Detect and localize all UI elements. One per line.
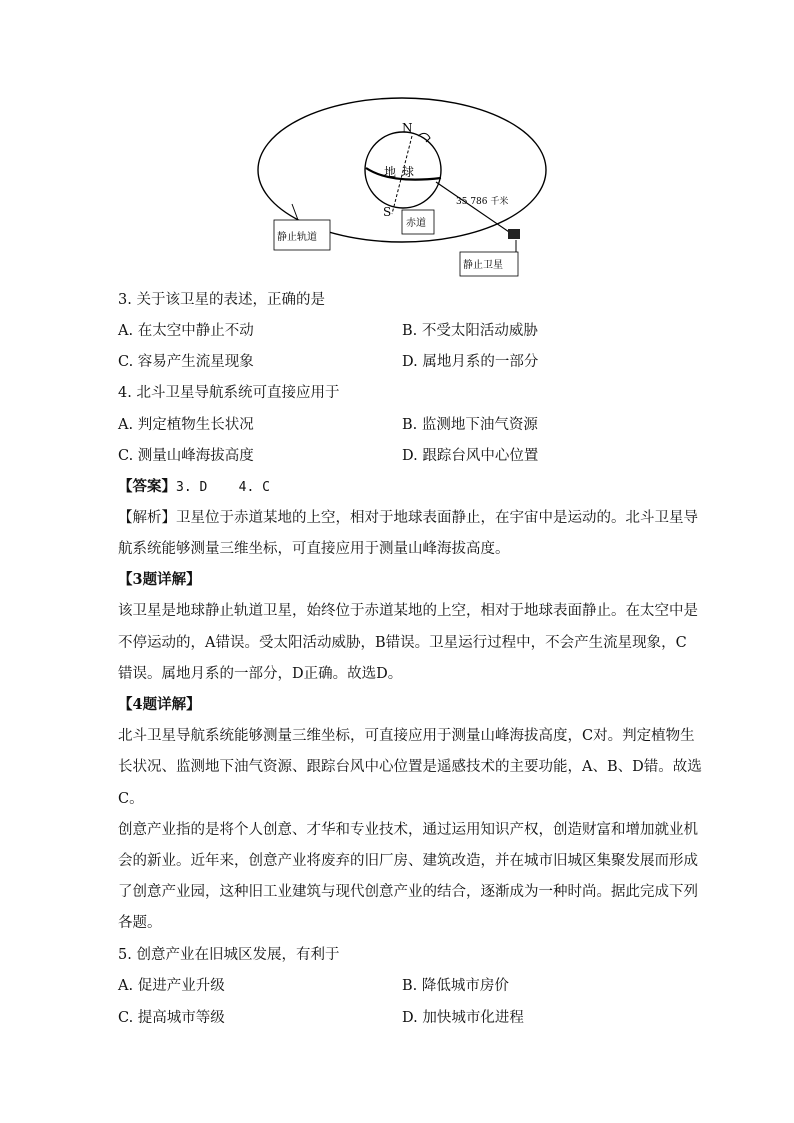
satellite-label: 静止卫星: [463, 260, 503, 271]
passage-line-3: 了创意产业园，这种旧工业建筑与现代创意产业的结合，逐渐成为一种时尚。据此完成下列: [118, 884, 698, 900]
passage-line-4: 各题。: [118, 915, 162, 931]
q5-option-b: B. 降低城市房价: [402, 978, 509, 994]
passage-line-2: 会的新业。近年来，创意产业将废弃的旧厂房、建筑改造，并在城市旧城区集聚发展而形成: [118, 853, 698, 869]
detail3-line-1: 该卫星是地球静止轨道卫星，始终位于赤道某地的上空，相对于地球表面静止。在太空中是: [118, 603, 698, 619]
equator-label: 赤道: [406, 218, 426, 229]
earth-label-2: 球: [402, 165, 415, 179]
satellite-icon: [508, 229, 520, 239]
answer-text: 3. D 4. C: [176, 480, 270, 495]
q5-option-a: A. 促进产业升级: [118, 978, 225, 994]
answer-label: 【答案】: [118, 478, 176, 495]
distance-line: [436, 182, 512, 234]
q4-option-b: B. 监测地下油气资源: [402, 417, 538, 433]
detail4-line-1: 北斗卫星导航系统能够测量三维坐标，可直接应用于测量山峰海拔高度，C对。判定植物生: [118, 728, 695, 744]
detail4-heading: 【4题详解】: [118, 696, 201, 713]
q4-option-d: D. 跟踪台风中心位置: [402, 448, 539, 464]
passage-line-1: 创意产业指的是将个人创意、才华和专业技术，通过运用知识产权，创造财富和增加就业机: [118, 822, 698, 838]
north-label: N: [402, 121, 413, 135]
q3-stem: 3. 关于该卫星的表述，正确的是: [118, 292, 325, 308]
q3-option-d: D. 属地月系的一部分: [402, 354, 539, 370]
distance-label: 35 786 千米: [456, 197, 509, 207]
q3-option-b: B. 不受太阳活动威胁: [402, 323, 538, 339]
south-label: S: [383, 205, 392, 219]
q3-option-c: C. 容易产生流星现象: [118, 354, 254, 370]
q5-option-c: C. 提高城市等级: [118, 1010, 225, 1026]
orbit-label: 静止轨道: [277, 232, 317, 243]
detail4-line-2: 长状况、监测地下油气资源、跟踪台风中心位置是遥感技术的主要功能，A、B、D错。故选: [118, 759, 702, 775]
q5-stem: 5. 创意产业在旧城区发展，有利于: [118, 947, 340, 963]
q4-option-c: C. 测量山峰海拔高度: [118, 448, 254, 464]
analysis-line-2: 航系统能够测量三维坐标，可直接应用于测量山峰海拔高度。: [118, 541, 510, 557]
detail4-line-3: C。: [118, 791, 144, 807]
q5-option-d: D. 加快城市化进程: [402, 1010, 524, 1026]
satellite-orbit-diagram: [240, 92, 560, 282]
q3-option-a: A. 在太空中静止不动: [118, 323, 254, 339]
q4-stem: 4. 北斗卫星导航系统可直接应用于: [118, 385, 340, 401]
detail3-line-2: 不停运动的，A错误。受太阳活动威胁，B错误。卫星运行过程中，不会产生流星现象，C: [118, 635, 687, 651]
analysis-line-1: 【解析】卫星位于赤道某地的上空，相对于地球表面静止，在宇宙中是运动的。北斗卫星导: [118, 510, 698, 526]
detail3-heading: 【3题详解】: [118, 571, 201, 588]
answer-line: [118, 477, 270, 498]
q4-option-a: A. 判定植物生长状况: [118, 417, 254, 433]
earth-label-1: 地: [384, 165, 397, 179]
detail3-line-3: 错误。属地月系的一部分，D正确。故选D。: [118, 666, 403, 682]
